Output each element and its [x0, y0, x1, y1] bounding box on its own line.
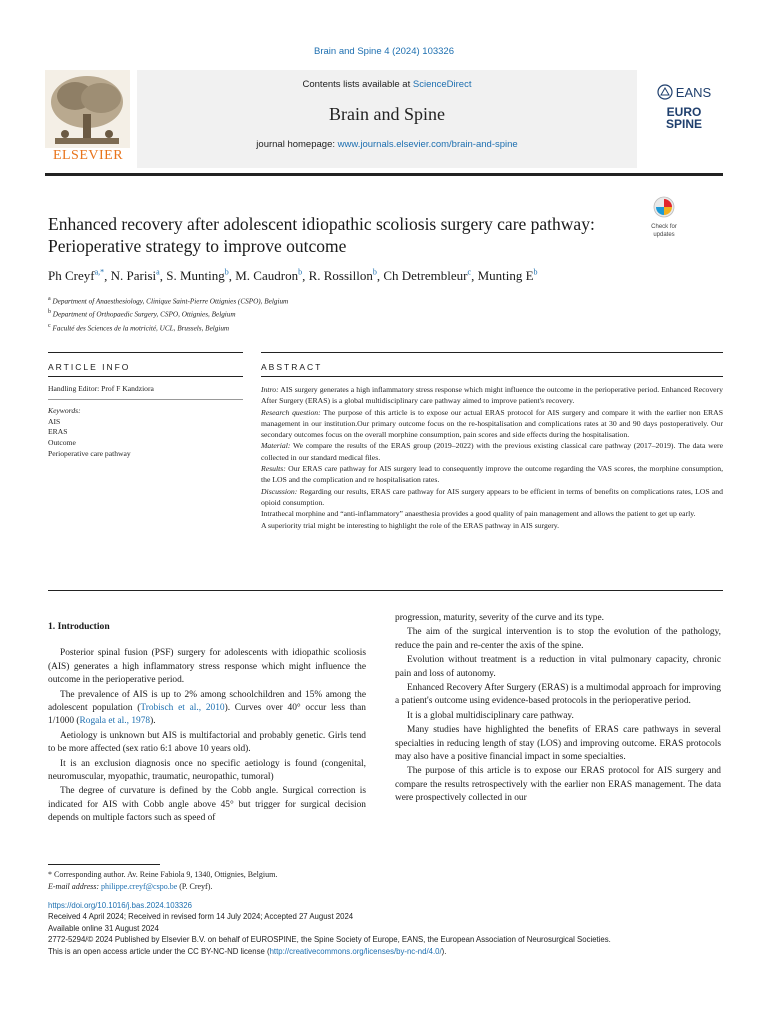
paragraph: The purpose of this article is to expose our ERAS protocol for AIS surgery and compare the results retrospectively with the earlier non ERAS management. The data were prospectively collected in our	[395, 766, 721, 804]
abstract-material: Material: We compare the results of the ERAS group (2019–2022) with the previous existing classical care pathway (2017–2019). The data were collected in our standard medical files.	[261, 441, 723, 462]
info-head-rule	[48, 376, 243, 377]
abstract-body	[261, 384, 723, 531]
abstract-question: Research question: The purpose of this article is to expose our actual ERAS protocol for AIS surgery and compare it with the earlier non ERAS management in our institution.Our primary outcome focus on the re-hospitalisation and complications rates at 30 and 90 days postoperatively. Our secondary outcomes focus on the overall morphine consumption, pain scores and side effects during the hospitalisation.	[261, 407, 724, 440]
section-title: 1. Introduction	[48, 621, 110, 632]
eans-emblem-icon	[657, 84, 673, 100]
paragraph: progression, maturity, severity of the curve and its type.	[395, 613, 604, 623]
keywords-label: Keywords:	[48, 405, 81, 415]
elsevier-tree-icon	[45, 70, 130, 148]
info-top-rule	[48, 352, 243, 353]
paragraph: Enhanced Recovery After Surgery (ERAS) is a multimodal approach for improving a patient's outcome using evidence-based protocols in the perioperative period.	[395, 683, 721, 707]
article-info-heading: ARTICLE INFO	[48, 362, 131, 372]
paragraph: The aim of the surgical intervention is to stop the evolution of the pathology, reduce the pain and re-center the axis of the spine.	[395, 627, 721, 651]
check-for-updates-badge[interactable]	[646, 196, 682, 236]
author-list: Ph Creyf$^{a,*}$, N. Parisi$^a$, S. Munting$^b$, M. Caudron$^b$, R. Rossillon$^b$, Ch Detrembleur$^c$, Munting $E^b$	[48, 268, 538, 284]
author[interactable]: Ph Creyf$^{a,*}$	[48, 268, 105, 284]
homepage-prefix: journal homepage:	[256, 139, 338, 150]
article-title: Enhanced recovery after adolescent idiopathic scoliosis surgery care pathway: Perioperative strategy to improve outcome	[48, 214, 595, 256]
info-inner-rule	[48, 399, 243, 400]
footnote	[48, 869, 548, 892]
affiliations	[48, 294, 688, 334]
affiliation: $^b$ Department of Orthopaedic Surgery, CSPO, Ottignies, Belgium	[48, 309, 236, 319]
abstract-intro: Intro: AIS surgery generates a high inflammatory stress response which might influence the outcome in the perioperative period. Enhanced Recovery After Surgery (ERAS) is a global multidisciplinary care pathway aimed to improve patient's recovery.	[261, 385, 723, 406]
license-line: This is an open access article under the CC BY-NC-ND license (http://creativecommons.org/licenses/by-nc-nd/4.0/).	[48, 946, 447, 956]
article-metadata	[48, 900, 728, 957]
keyword[interactable]: Outcome	[48, 438, 76, 448]
journal-title: Brain and Spine	[329, 104, 445, 124]
footnote-rule	[48, 864, 160, 865]
publisher-name: ELSEVIER	[52, 148, 124, 163]
badge-label-2: updates	[653, 232, 675, 238]
check-updates-icon	[653, 196, 675, 218]
keyword[interactable]: ERAS	[48, 427, 68, 437]
journal-header	[45, 70, 723, 170]
author[interactable]: Munting $E^b$	[477, 268, 538, 284]
euro-text: EURO	[666, 105, 702, 119]
paragraph: Posterior spinal fusion (PSF) surgery for adolescents with idiopathic scoliosis (AIS) generates a high inflammatory stress response which might influence the outcome in the perioperative period.	[48, 648, 366, 686]
elsevier-logo	[45, 70, 130, 168]
keyword[interactable]: AIS	[48, 416, 61, 426]
author[interactable]: N. Parisi$^a$	[110, 268, 160, 284]
copyright: 2772-5294/© 2024 Published by Elsevier B.V. on behalf of EUROSPINE, the Spine Society of Europe, EANS, the European Association of Neurosurgical Societies.	[48, 935, 611, 945]
email-line: E-mail address: philippe.creyf@cspo.be (P. Creyf).	[48, 881, 213, 891]
abstract-results: Results: Our ERAS care pathway for AIS surgery lead to consequently improve the outcome regarding the VAS scores, the morphine consumption, the LOS and the complication and re hospitalisation rates.	[261, 464, 723, 485]
sciencedirect-link[interactable]: ScienceDirect	[412, 79, 472, 90]
body-column-left	[48, 620, 366, 827]
affiliation: $^a$ Department of Anaesthesiology, Clinique Saint-Pierre Ottignies (CSPO), Belgium	[48, 296, 289, 306]
available-online: Available online 31 August 2024	[48, 923, 159, 933]
abstract-intrathecal: Intrathecal morphine and “anti-inflammatory” anaesthesia provides a good quality of pain management and allows the patient to get up early.	[261, 509, 696, 519]
abstract-top-rule	[261, 352, 723, 353]
body-column-right	[395, 612, 721, 807]
contents-prefix: Contents lists available at	[302, 79, 413, 90]
corresponding-author: * Corresponding author. Av. Reine Fabiola 9, 1340, Ottignies, Belgium.	[48, 870, 278, 879]
society-logo	[645, 70, 723, 168]
paragraph: Aetiology is unknown but AIS is multifactorial and probably genetic. Girls tend to be more affected (sex ratio 6:1 above 10 years old).	[48, 730, 366, 755]
email-link[interactable]: philippe.creyf@cspo.be	[101, 881, 178, 891]
paragraph: The prevalence of AIS is up to 2% among schoolchildren and 15% among the adolescent population (Trobisch et al., 2010). Curves over 40° occur less than 1/1000 (Rogala et al., 1978).	[48, 689, 366, 727]
journal-citation[interactable]: Brain and Spine 4 (2024) 103326	[314, 46, 454, 57]
homepage-link[interactable]: www.journals.elsevier.com/brain-and-spine	[337, 139, 518, 150]
abstract-heading: ABSTRACT	[261, 362, 323, 372]
abstract-discussion: Discussion: Regarding our results, ERAS care pathway for AIS surgery appears to be efficient in terms of benefits on complications rates, LOS and opioid consumption.	[261, 486, 723, 507]
citation-link[interactable]: Trobisch et al., 2010	[140, 703, 225, 714]
citation-link[interactable]: Rogala et al., 1978	[79, 716, 151, 727]
paragraph: Evolution without treatment is a reduction in vital pulmonary capacity, chronic pain and loss of autonomy.	[395, 655, 721, 679]
keyword[interactable]: Perioperative care pathway	[48, 448, 131, 458]
eans-text: EANS	[675, 84, 712, 100]
eurospine-logo	[645, 106, 723, 130]
journal-masthead	[137, 70, 637, 168]
header-divider	[45, 173, 723, 176]
article-info	[48, 384, 243, 460]
abstract-bottom-rule	[48, 590, 723, 591]
homepage-line	[137, 139, 637, 150]
abstract-head-rule	[261, 376, 723, 377]
contents-line	[137, 79, 637, 90]
paragraph: It is a global multidisciplinary care pathway.	[407, 710, 574, 721]
author[interactable]: S. Munting$^b$	[166, 268, 229, 284]
doi-link[interactable]: https://doi.org/10.1016/j.bas.2024.103326	[48, 901, 192, 910]
affiliation: $^c$ Faculté des Sciences de la motricité, UCL, Brussels, Belgium	[48, 322, 230, 333]
author[interactable]: M. Caudron$^b$	[235, 268, 303, 284]
eans-logo	[645, 84, 723, 100]
badge-label-1: Check for	[651, 224, 677, 230]
author[interactable]: R. Rossillon$^b$	[308, 268, 377, 284]
license-link[interactable]: http://creativecommons.org/licenses/by-nc-nd/4.0/	[269, 946, 442, 956]
received-dates: Received 4 April 2024; Received in revised form 14 July 2024; Accepted 27 August 2024	[48, 912, 354, 922]
handling-editor: Handling Editor: Prof F Kandziora	[48, 384, 154, 393]
author[interactable]: Ch Detrembleur$^c$	[383, 268, 472, 284]
paragraph: Many studies have highlighted the benefits of ERAS care pathways in several specialties in reducing length of stay (LOS) and improving outcome. ERAS protocols may also have a positive financial impact in some specialties.	[395, 725, 721, 763]
spine-text: SPINE	[665, 117, 702, 131]
abstract-superiority: A superiority trial might be interesting to highlight the role of the ERAS pathway in AIS surgery.	[261, 520, 560, 530]
paragraph: The degree of curvature is defined by the Cobb angle. Surgical correction is indicated for AIS with Cobb angle above 45° but trigger for surgical decision depends on multiple factors such as speed of	[48, 786, 366, 824]
paragraph: It is an exclusion diagnosis once no specific aetiology is found (congenital, neuromuscular, myopathic, traumatic, neuropathic, tumoral)	[48, 758, 366, 783]
